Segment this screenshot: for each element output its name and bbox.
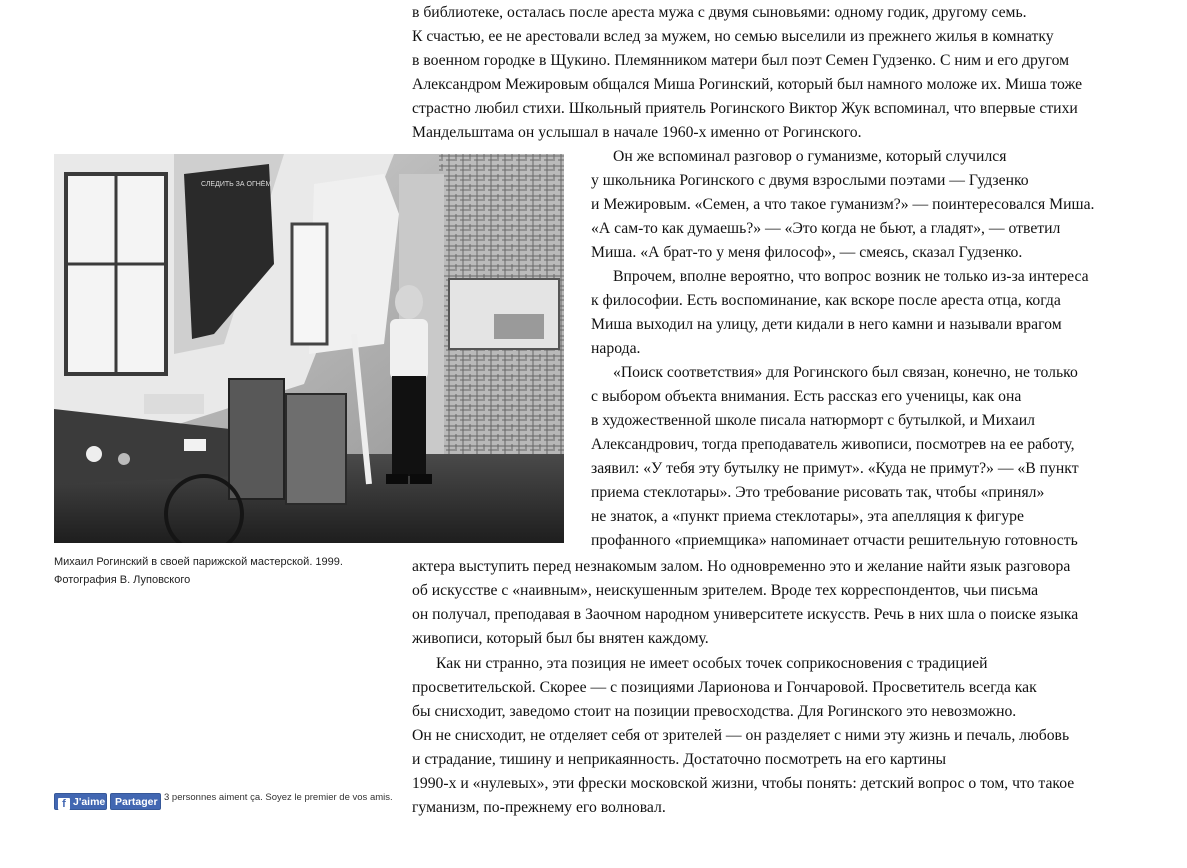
article-line: страстно любил стихи. Школьный приятель Рогинского Виктор Жук вспоминал, что впервые стихи (412, 100, 1078, 117)
article-line: в военном городке в Щукино. Племянником матери был поэт Семен Гудзенко. С ним и его другом (412, 52, 1070, 69)
article-line: с выбором объекта внимания. Есть рассказ его ученицы, как она (591, 388, 1022, 405)
article-line: в художественной школе писала натюрморт с бутылкой, и Михаил (591, 412, 1035, 429)
poster-text: СЛЕДИТЬ ЗА ОГНЁМ (201, 181, 272, 188)
studio-photo (54, 154, 564, 543)
facebook-icon: f (58, 798, 70, 810)
like-button[interactable] (54, 793, 107, 810)
article-line: бы снисходит, заведомо стоит на позиции превосходства. Для Рогинского это невозможно. (412, 703, 1017, 720)
article-line: заявил: «У тебя эту бутылку не примут». «Куда не примут?» — «В пункт (591, 460, 1079, 477)
article-line: «Поиск соответствия» для Рогинского был связан, конечно, не только (613, 364, 1078, 381)
caption-line: Михаил Рогинский в своей парижской мастерской. 1999. (54, 556, 343, 568)
like-label: J'aime (73, 796, 106, 808)
article-line: он получал, преподавая в Заочном народном университете искусств. Речь в них шла о поиске языка (412, 606, 1079, 623)
photo-caption (54, 553, 394, 589)
like-count-text: 3 personnes aiment ça. Soyez le premier de vos amis. (164, 792, 393, 803)
article-line: не знаток, а «пункт приема стеклотары», эта апелляция к фигуре (591, 508, 1024, 525)
article-line: просветительской. Скорее — с позициями Ларионова и Гончаровой. Просветитель всегда как (412, 679, 1037, 696)
article-line: в библиотеке, осталась после ареста мужа с двумя сыновьями: одному годик, другому семь. (412, 4, 1027, 21)
article-line: Как ни странно, эта позиция не имеет особых точек соприкосновения с традицией (436, 655, 988, 672)
article-line: к философии. Есть воспоминание, как вскоре после ареста отца, когда (591, 292, 1061, 309)
article-line: гуманизм, по-прежнему его волновал. (412, 799, 666, 816)
caption-credit: Фотография В. Луповского (54, 574, 191, 586)
article-line: и страдание, тишину и неприкаянность. Достаточно посмотреть на его картины (412, 751, 947, 768)
article-line: Миша выходил на улицу, дети кидали в него камни и называли врагом (591, 316, 1062, 333)
facebook-widget (54, 792, 394, 820)
article-line: К счастью, ее не арестовали вслед за мужем, но семью выселили из прежнего жилья в комнатку (412, 28, 1054, 45)
article-line: Впрочем, вполне вероятно, что вопрос возник не только из-за интереса (613, 268, 1089, 285)
article-line: Миша. «А брат-то у меня философ», — смеясь, сказал Гудзенко. (591, 244, 1023, 261)
share-button[interactable]: Partager (110, 793, 161, 810)
article-line: приема стеклотары». Это требование рисовать так, чтобы «принял» (591, 484, 1045, 501)
article-line: и Межировым. «Семен, а что такое гуманизм?» — поинтересовался Миша. (591, 196, 1095, 213)
article-line: актера выступить перед незнакомым залом. Но одновременно это и желание найти язык разговора (412, 558, 1071, 575)
article-line: «А сам-то как думаешь?» — «Это когда не бьют, а гладят», — ответил (591, 220, 1061, 237)
article-line: об искусстве с «наивным», неискушенным зрителем. Вроде тех корреспондентов, чьи письма (412, 582, 1039, 599)
article-line: Александром Межировым общался Миша Рогинский, который был намного моложе их. Миша тоже (412, 76, 1083, 93)
article-line: живописи, который был бы внятен каждому. (412, 630, 709, 647)
article-line: профанного «приемщика» напоминает отчасти решительную готовность (591, 532, 1078, 549)
article-line: Мандельштама он услышал в начале 1960-х именно от Рогинского. (412, 124, 862, 141)
article-line: Александрович, тогда преподаватель живописи, посмотрев на ее работу, (591, 436, 1075, 453)
article-line: Он не снисходит, не отделяет себя от зрителей — он разделяет с ними эту жизнь и печаль, любовь (412, 727, 1070, 744)
article-line: 1990-х и «нулевых», эти фрески московской жизни, чтобы понять: детский вопрос о том, что такое (412, 775, 1075, 792)
article-line: народа. (591, 340, 641, 357)
article-line: у школьника Рогинского с двумя взрослыми поэтами — Гудзенко (591, 172, 1029, 189)
article-line: Он же вспоминал разговор о гуманизме, который случился (613, 148, 1007, 165)
